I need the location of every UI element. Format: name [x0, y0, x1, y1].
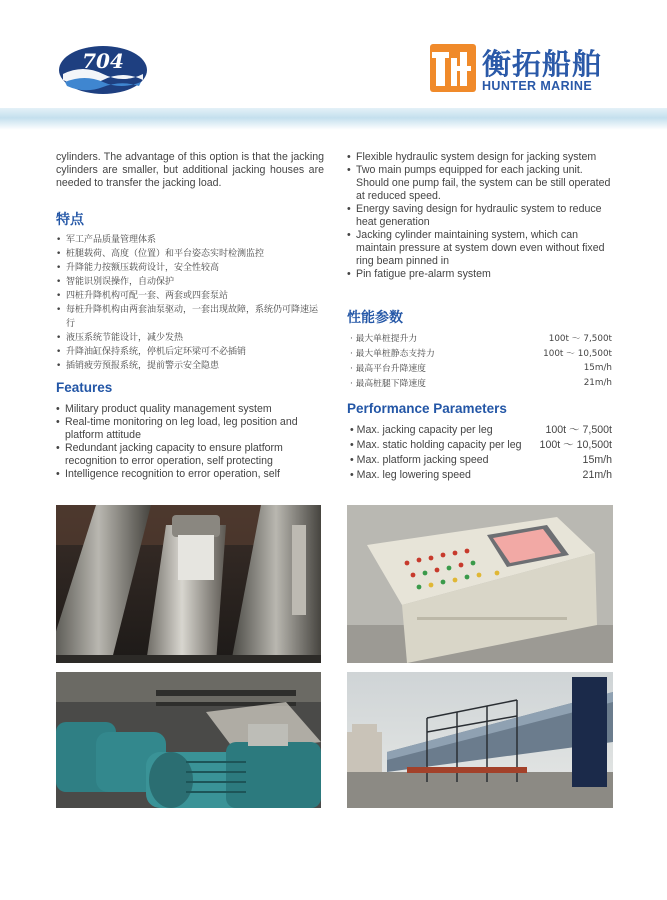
parameters-heading-en: Performance Parameters [347, 401, 507, 416]
parameter-row-en [350, 467, 612, 482]
parameter-value: 100t ～ 10,500t [539, 439, 612, 451]
feature-item-en: • Pin fatigue pre-alarm system [347, 268, 617, 281]
parameters-table-cn [350, 330, 612, 390]
parameter-row-en [350, 452, 612, 467]
parameter-row-cn [350, 360, 612, 375]
features-list-en-continued [347, 151, 617, 281]
parameter-value: 100t ～ 10,500t [543, 349, 612, 359]
parameter-label: · 最大单桩静态支持力 [350, 349, 435, 359]
intro-paragraph: cylinders. The advantage of this option is that the jacking cylinders are smaller, but additional jacking houses are needed to transfer the jacking load. [56, 151, 324, 189]
parameter-label: · 最高平台升降速度 [350, 364, 426, 374]
704-logo-text: 704 [82, 49, 124, 73]
feature-item-cn: • 插销疲劳预报系统，提前警示安全隐患 [56, 359, 324, 373]
feature-item-cn: • 升降能力按额压载荷设计，安全性较高 [56, 261, 324, 275]
features-list-cn [56, 233, 324, 373]
feature-item-en: • Jacking cylinder maintaining system, which can maintain pressure at system down even without fixed ring beam pinned in [347, 229, 617, 268]
feature-item-en: • Redundant jacking capacity to ensure platform recognition to error operation, self protecting [56, 442, 324, 468]
parameter-value: 21m/h [583, 377, 612, 388]
parameter-label: • Max. platform jacking speed [350, 453, 489, 466]
parameter-row-cn [350, 375, 612, 390]
hunter-marine-logo-icon [430, 44, 476, 92]
feature-item-cn: • 四桩升降机构可配一套、两套或四套泵站 [56, 289, 324, 303]
feature-item-cn: • 军工产品质量管理体系 [56, 233, 324, 247]
parameter-value: 15m/h [583, 362, 612, 373]
brand-name-en: HUNTER MARINE [482, 79, 593, 93]
photo-jacking-leg-structure [347, 672, 613, 808]
parameter-label: • Max. leg lowering speed [350, 468, 471, 481]
feature-item-cn: • 每桩升降机构由两套油泵驱动，一套出现故障，系统仍可降速运行 [56, 303, 324, 331]
features-list-en [56, 403, 324, 481]
feature-item-en: • Real-time monitoring on leg load, leg position and platform attitude [56, 416, 324, 442]
feature-item-en: • Two main pumps equipped for each jacking unit. Should one pump fail, the system can be still operated at reduced speed. [347, 164, 617, 203]
feature-item-en: • Flexible hydraulic system design for jacking system [347, 151, 617, 164]
parameter-value: 21m/h [582, 468, 612, 481]
features-heading-en: Features [56, 380, 113, 395]
parameter-value: 100t ～ 7,500t [548, 334, 612, 344]
704-logo [55, 40, 151, 100]
feature-item-cn: • 升降油缸保持系统，停机后定环梁可不必插销 [56, 345, 324, 359]
parameter-label: · 最高桩腿下降速度 [350, 379, 426, 389]
parameter-value: 15m/h [582, 453, 612, 466]
hunter-marine-brand [430, 42, 620, 96]
parameter-label: • Max. jacking capacity per leg [350, 423, 493, 436]
feature-item-en: • Energy saving design for hydraulic system to reduce heat generation [347, 203, 617, 229]
parameters-table-en [350, 422, 612, 482]
photo-electric-motors [56, 672, 321, 808]
photo-jacking-cylinders [56, 505, 321, 663]
parameter-row-en [350, 437, 612, 452]
feature-item-cn: • 智能识别误操作，自动保护 [56, 275, 324, 289]
parameter-label: • Max. static holding capacity per leg [350, 438, 522, 451]
parameters-heading-cn: 性能参数 [347, 310, 403, 326]
header-band [0, 108, 667, 130]
feature-item-cn: • 桩腿载荷、高度（位置）和平台姿态实时检测监控 [56, 247, 324, 261]
parameter-row-cn [350, 330, 612, 345]
parameter-label: · 最大单桩提升力 [350, 334, 418, 344]
parameter-row-en [350, 422, 612, 437]
photo-control-console [347, 505, 613, 663]
feature-item-en: • Intelligence recognition to error operation, self [56, 468, 324, 481]
feature-item-cn: • 液压系统节能设计，减少发热 [56, 331, 324, 345]
features-heading-cn: 特点 [56, 212, 84, 228]
parameter-value: 100t ～ 7,500t [545, 424, 612, 436]
brand-name-cn: 衡拓船舶 [482, 47, 603, 81]
feature-item-en: • Military product quality management system [56, 403, 324, 416]
parameter-row-cn [350, 345, 612, 360]
